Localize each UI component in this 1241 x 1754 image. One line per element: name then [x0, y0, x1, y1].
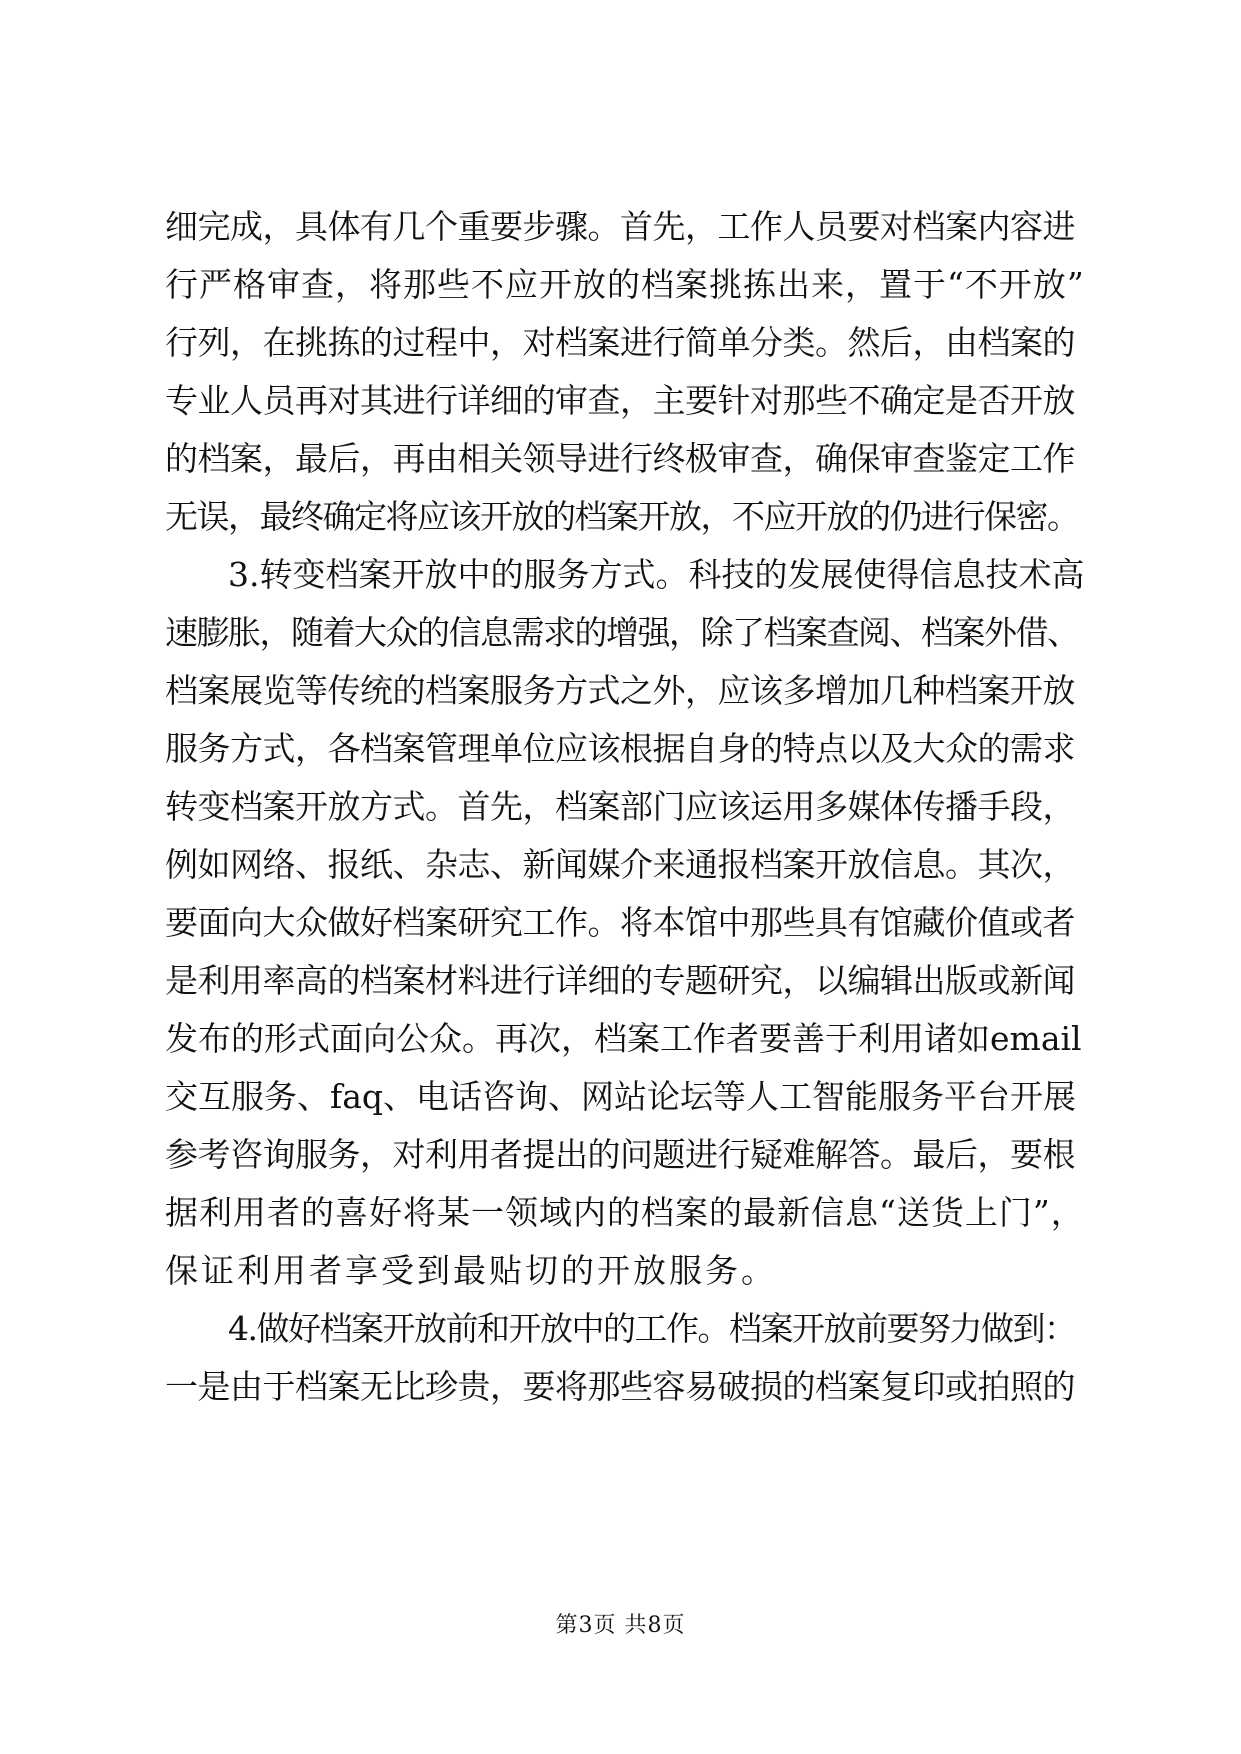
body-line: 服务方式，各档案管理单位应该根据自身的特点以及大众的需求 — [165, 729, 1075, 768]
paragraph-4-start: 4.做好档案开放前和开放中的工作。档案开放前要努力做到： — [228, 1309, 1076, 1348]
body-line: 的档案，最后，再由相关领导进行终极审查，确保审查鉴定工作 — [165, 439, 1075, 478]
page-footer: 第3页 共8页 — [555, 1613, 686, 1638]
body-line: 细完成，具体有几个重要步骤。首先，工作人员要对档案内容进 — [165, 207, 1075, 246]
paragraph-3-start: 3.转变档案开放中的服务方式。科技的发展使得信息技术高 — [228, 555, 1085, 594]
body-line: 例如网络、报纸、杂志、新闻媒介来通报档案开放信息。其次， — [165, 845, 1075, 884]
body-line: 参考咨询服务，对利用者提出的问题进行疑难解答。最后，要根 — [165, 1135, 1075, 1174]
body-line: 发布的形式面向公众。再次，档案工作者要善于利用诸如email — [165, 1019, 1082, 1058]
body-line: 交互服务、faq、电话咨询、网站论坛等人工智能服务平台开展 — [165, 1077, 1077, 1116]
body-line: 行严格审查，将那些不应开放的档案挑拣出来，置于“不开放” — [165, 265, 1085, 304]
body-line: 无误，最终确定将应该开放的档案开放，不应开放的仍进行保密。 — [165, 497, 1079, 536]
body-line: 行列，在挑拣的过程中，对档案进行简单分类。然后，由档案的 — [165, 323, 1075, 362]
body-line: 速膨胀，随着大众的信息需求的增强，除了档案查阅、档案外借、 — [165, 613, 1079, 652]
body-line: 一是由于档案无比珍贵，要将那些容易破损的档案复印或拍照的 — [165, 1367, 1075, 1406]
body-line: 档案展览等传统的档案服务方式之外，应该多增加几种档案开放 — [165, 671, 1075, 710]
body-line: 保证利用者享受到最贴切的开放服务。 — [165, 1251, 777, 1290]
body-line: 要面向大众做好档案研究工作。将本馆中那些具有馆藏价值或者 — [165, 903, 1075, 942]
body-line: 专业人员再对其进行详细的审查，主要针对那些不确定是否开放 — [165, 381, 1075, 420]
body-line: 据利用者的喜好将某一领域内的档案的最新信息“送货上门”， — [165, 1193, 1085, 1232]
body-line: 转变档案开放方式。首先，档案部门应该运用多媒体传播手段， — [165, 787, 1075, 826]
body-line: 是利用率高的档案材料进行详细的专题研究，以编辑出版或新闻 — [165, 961, 1075, 1000]
